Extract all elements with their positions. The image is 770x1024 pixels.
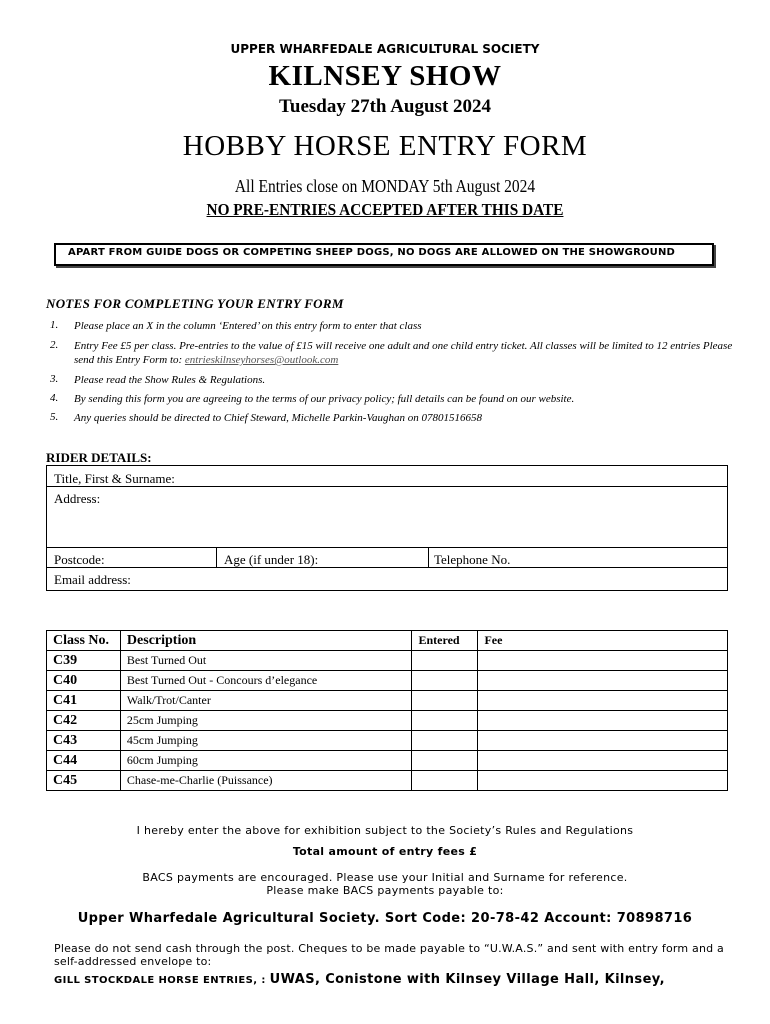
note-text: Any queries should be directed to Chief Steward, Michelle Parkin-Vaughan on 07801516658 (74, 412, 482, 424)
table-row (47, 651, 728, 671)
notes-heading: NOTES FOR COMPLETING YOUR ENTRY FORM (46, 296, 344, 311)
table-header-row (47, 631, 728, 651)
postal-address (54, 968, 665, 987)
name-field[interactable]: Title, First & Surname: (54, 471, 175, 486)
dog-notice-box (54, 243, 714, 266)
table-row (47, 771, 728, 791)
table-row (47, 691, 728, 711)
class-description: 60cm Jumping (120, 751, 412, 771)
class-description: Best Turned Out (120, 651, 412, 671)
entered-cell[interactable] (412, 711, 478, 731)
bank-details: Upper Wharfedale Agricultural Society. Sort Code: 20-78-42 Account: 70898716 (77, 911, 693, 926)
fee-cell[interactable] (478, 711, 728, 731)
show-title: KILNSEY SHOW (268, 60, 502, 92)
note-number: 1. (50, 319, 59, 331)
bacs-payable-note: Please make BACS payments payable to: (266, 884, 504, 897)
entered-header: Entered (412, 631, 478, 651)
entered-cell[interactable] (412, 751, 478, 771)
address-main: UWAS, Conistone with Kilnsey Village Hall, Kilnsey, (269, 972, 665, 987)
entered-cell[interactable] (412, 691, 478, 711)
note-number: 2. (50, 339, 59, 351)
class-description: Chase-me-Charlie (Puissance) (120, 771, 412, 791)
note-text: Entry Fee £5 per class. Pre-entries to the value of £15 will receive one adult and one child entry ticket. All classes will be limited to 12 entries Please send this Entry Form to: (74, 340, 733, 366)
class-description: 25cm Jumping (120, 711, 412, 731)
entered-cell[interactable] (412, 651, 478, 671)
fee-cell[interactable] (478, 691, 728, 711)
table-row (47, 731, 728, 751)
entered-cell[interactable] (412, 731, 478, 751)
table-row (47, 711, 728, 731)
class-number: C39 (47, 651, 121, 671)
postcode-field[interactable]: Postcode: (54, 552, 105, 567)
fee-cell[interactable] (478, 751, 728, 771)
description-header: Description (120, 631, 412, 651)
form-title: HOBBY HORSE ENTRY FORM (182, 130, 588, 162)
society-name: UPPER WHARFEDALE AGRICULTURAL SOCIETY (230, 42, 540, 56)
note-text: Please read the Show Rules & Regulations. (74, 374, 266, 386)
table-row (47, 671, 728, 691)
class-number: C45 (47, 771, 121, 791)
no-pre-entries-warning: NO PRE-ENTRIES ACCEPTED AFTER THIS DATE (206, 200, 564, 219)
fee-header: Fee (478, 631, 728, 651)
class-no-header: Class No. (47, 631, 121, 651)
class-description: Walk/Trot/Canter (120, 691, 412, 711)
fee-cell[interactable] (478, 731, 728, 751)
show-date: Tuesday 27th August 2024 (278, 96, 492, 117)
total-fees-field[interactable]: Total amount of entry fees £ (292, 845, 478, 858)
address-field[interactable]: Address: (54, 491, 101, 506)
rider-details-heading: RIDER DETAILS: (46, 450, 152, 465)
note-text: By sending this form you are agreeing to the terms of our privacy policy; full details can be found on our website. (74, 393, 575, 405)
class-description: 45cm Jumping (120, 731, 412, 751)
entered-cell[interactable] (412, 671, 478, 691)
rider-details-box (46, 465, 728, 591)
postal-instructions: Please do not send cash through the post. Cheques to be made payable to “U.W.A.S.” and sent with entry form and a self-addressed envelope to: (54, 942, 724, 968)
note-number: 4. (50, 392, 59, 404)
note-number: 5. (50, 411, 59, 423)
entered-cell[interactable] (412, 771, 478, 791)
fee-cell[interactable] (478, 671, 728, 691)
class-entry-table (46, 630, 728, 791)
dog-notice-text: APART FROM GUIDE DOGS OR COMPETING SHEEP DOGS, NO DOGS ARE ALLOWED ON THE SHOWGROUND (68, 247, 676, 258)
class-number: C40 (47, 671, 121, 691)
class-number: C44 (47, 751, 121, 771)
telephone-field[interactable]: Telephone No. (434, 552, 511, 567)
class-number: C43 (47, 731, 121, 751)
bacs-note: BACS payments are encouraged. Please use your Initial and Surname for reference. (142, 871, 628, 884)
entries-email-link[interactable]: entrieskilnseyhorses@outlook.com (184, 354, 339, 366)
class-description: Best Turned Out - Concours d’elegance (120, 671, 412, 691)
fee-cell[interactable] (478, 771, 728, 791)
note-number: 3. (50, 373, 59, 385)
email-field[interactable]: Email address: (54, 572, 131, 587)
note-text: Please place an X in the column ‘Entered’ on this entry form to enter that class (74, 320, 422, 332)
declaration-text: I hereby enter the above for exhibition subject to the Society’s Rules and Regulations (136, 824, 634, 837)
address-prefix: GILL STOCKDALE HORSE ENTRIES, : (54, 975, 270, 986)
table-row (47, 751, 728, 771)
age-field[interactable]: Age (if under 18): (224, 552, 319, 567)
entries-close-note: All Entries close on MONDAY 5th August 2024 (234, 176, 536, 196)
fee-cell[interactable] (478, 651, 728, 671)
class-number: C42 (47, 711, 121, 731)
class-number: C41 (47, 691, 121, 711)
